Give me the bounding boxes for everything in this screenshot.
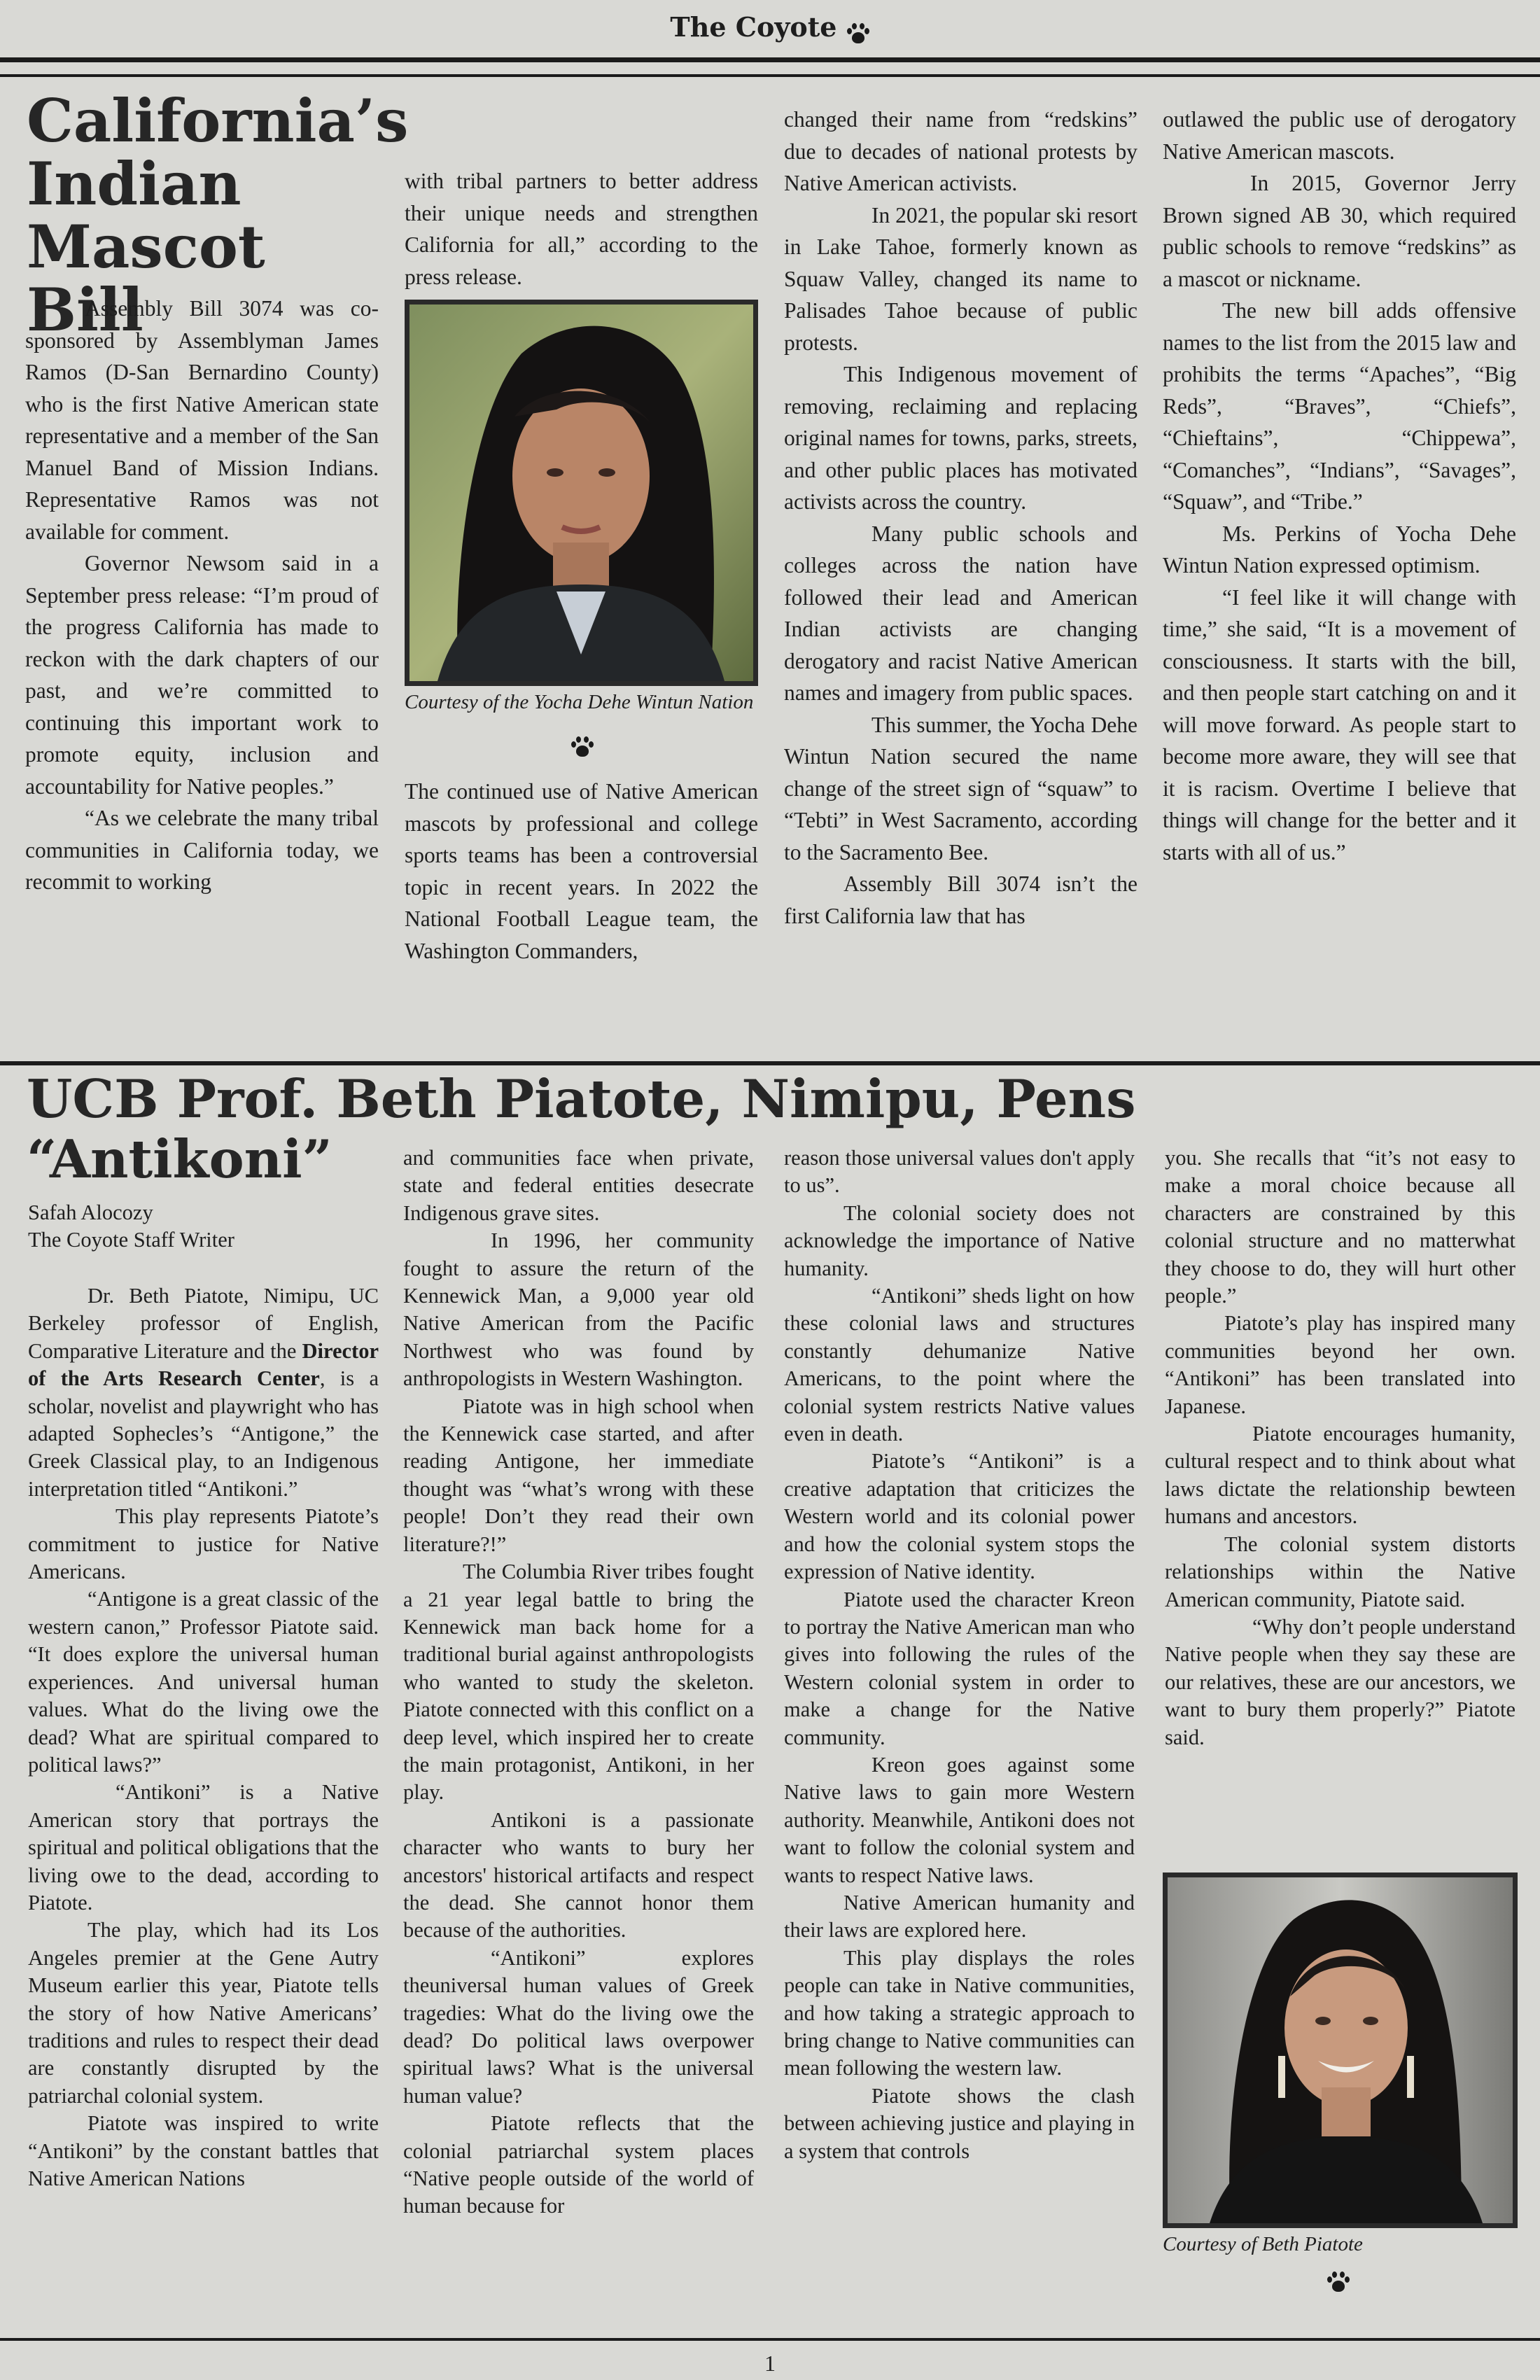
paragraph: Assembly Bill 3074 was co-sponsored by Assemblyman James Ramos (D-San Bernardino County) who is the first Native American state representative and a member of the San Manuel Band of Mission Indians. Representative Ramos was not available for comment. bbox=[25, 296, 379, 544]
paragraph: Piatote used the character Kreon to portray the Native American man who gives into following the rules of the Western colonial system in order to make a change for the Native community. bbox=[784, 1587, 1135, 1749]
paragraph: reason those universal values don't apply to us”. bbox=[784, 1146, 1135, 1198]
paragraph: with tribal partners to better address their unique needs and strengthen California for all,” according to the press release. bbox=[405, 169, 758, 289]
paragraph: Piatote was in high school when the Kennewick case started, and after reading Antigone, her immediate thought was “what’s wrong with these people! Don’t they read their own literature?!” bbox=[403, 1394, 754, 1556]
paragraph-intro bbox=[28, 1282, 379, 1503]
article2-column-3 bbox=[784, 1144, 1135, 2165]
paw-print-icon bbox=[846, 22, 870, 46]
paragraph: “Antikoni” sheds light on how these colonial laws and structures constantly dehumanize Native Americans, to the point where the colonial system restricts Native values even in death. bbox=[784, 1284, 1135, 1446]
paragraph: changed their name from “redskins” due to decades of national protests by Native American activists. bbox=[784, 107, 1138, 195]
photo-beth-piatote bbox=[1163, 1872, 1518, 2228]
paragraph: Piatote’s “Antikoni” is a creative adaptation that criticizes the Western world and its colonial power and how the colonial system stops the expression of Native identity. bbox=[784, 1449, 1135, 1584]
paragraph: Piatote reflects that the colonial patriarchal system places “Native people outside of the world of human because for bbox=[403, 2111, 754, 2218]
paragraph: The colonial system distorts relationships within the Native American community, Piatote said. bbox=[1165, 1532, 1516, 1611]
footer-rule bbox=[0, 2338, 1540, 2341]
article1-column-4 bbox=[1163, 104, 1516, 868]
paragraph: “Antikoni” is a Native American story that portrays the spiritual and political obligations that the living owe to the dead, according to Piatote. bbox=[28, 1780, 379, 1914]
article2-column-2 bbox=[403, 1144, 754, 2220]
paw-print-divider-icon bbox=[1326, 2270, 1350, 2294]
masthead-rule-top bbox=[0, 57, 1540, 62]
portrait-image bbox=[410, 304, 753, 681]
byline-author: Safah Alocozy bbox=[28, 1200, 153, 1224]
paragraph: The colonial society does not acknowledge the importance of Native humanity. bbox=[784, 1200, 1135, 1280]
article2-column-1 bbox=[28, 1282, 379, 2192]
byline-title: The Coyote Staff Writer bbox=[28, 1228, 234, 1252]
photo-caption-yocha-dehe: Courtesy of the Yocha Dehe Wintun Nation bbox=[405, 691, 754, 713]
intro-text-b: , is a scholar, novelist and playwright who has adapted Sophecles’s “Antigone,” the Greek Classical play, to an Indigenous interpretation titled “Antikoni.” bbox=[28, 1366, 379, 1501]
paragraph: The Columbia River tribes fought a 21 year legal battle to bring the Kennewick man back home for a traditional burial against anthropologists who wanted to study the skeleton. Piatote connected with this conflict on a deep level, which inspired her to create the main protagonist, Antikoni, in her play. bbox=[403, 1560, 754, 1805]
article1-column-1 bbox=[25, 293, 379, 898]
paragraph: “I feel like it will change with time,” she said, “It is a movement of consciousness. It starts with the bill, and then people start catching on and it will move forward. As people start to become more aware, they will see that it is racism. Overtime I believe that things will change for the better and it starts with all of us.” bbox=[1163, 584, 1516, 864]
paragraph: Piatote shows the clash between achieving justice and playing in a system that controls bbox=[784, 2083, 1135, 2163]
intro-bold-title: Director of the Arts Research Center bbox=[28, 1338, 379, 1391]
photo-caption-beth-piatote: Courtesy of Beth Piatote bbox=[1163, 2233, 1363, 2255]
paragraph: The new bill adds offensive names to the list from the 2015 law and prohibits the terms “Apaches”, “Big Reds”, “Braves”, “Chiefs”, “Chieftains”, “Chippewa”, “Comanches”, “Indians”, “Savages”, “Squaw”, and “Tribe.” bbox=[1163, 298, 1516, 514]
intro-text-a: Dr. Beth Piatote, Nimipu, UC Berkeley professor of English, Comparative Literature and the bbox=[28, 1284, 379, 1363]
paragraph: In 1996, her community fought to assure the return of the Kennewick Man, a 9,000 year old Native American from the Pacific Northwest who was found by anthropologists in Western Washington. bbox=[403, 1228, 754, 1391]
paragraph: The play, which had its Los Angeles premier at the Gene Autry Museum earlier this year, Piatote tells the story of how Native Americans’ traditions and rules to respect their dead are constantly disrupted by the patriarchal colonial system. bbox=[28, 1918, 379, 2108]
article1-column-2-bottom bbox=[405, 776, 758, 967]
paragraph: This summer, the Yocha Dehe Wintun Nation secured the name change of the street sign of “squaw” to “Tebti” in West Sacramento, according to the Sacramento Bee. bbox=[784, 712, 1138, 864]
article1-column-3 bbox=[784, 104, 1138, 932]
paragraph: In 2015, Governor Jerry Brown signed AB 30, which required public schools to remove “redskins” as a mascot or nickname. bbox=[1163, 171, 1516, 291]
paragraph: Antikoni is a passionate character who wants to bury her ancestors' historical artifacts and respect the dead. She cannot honor them because of the authorities. bbox=[403, 1807, 754, 1942]
paragraph: “Antigone is a great classic of the western canon,” Professor Piatote said. “It does explore the universal human experiences. And universal human values. What do the living owe the dead? What are spiritual compared to political laws?” bbox=[28, 1587, 379, 1777]
portrait-image bbox=[1168, 1877, 1513, 2223]
paragraph: This play represents Piatote’s commitment to justice for Native Americans. bbox=[28, 1504, 379, 1584]
paragraph: Governor Newsom said in a September press release: “I’m proud of the progress California has made to reckon with the dark chapters of our past, and we’re committed to continuing this important work to promote equity, inclusion and accountability for Native peoples.” bbox=[25, 551, 379, 799]
headline-antikoni: UCB Prof. Beth Piatote, Nimipu, Pens “Antikoni” bbox=[27, 1068, 1136, 1190]
page-number: 1 bbox=[764, 2351, 776, 2376]
paragraph: you. She recalls that “it’s not easy to make a moral choice because all characters are constrained by this colonial structure and no matterwhat they choose to do, they will hurt other people.” bbox=[1165, 1146, 1516, 1308]
paragraph: Ms. Perkins of Yocha Dehe Wintun Nation expressed optimism. bbox=[1163, 521, 1516, 578]
paragraph: Piatote was inspired to write “Antikoni” by the constant battles that Native American Nations bbox=[28, 2111, 379, 2190]
paragraph: “Antikoni” explores theuniversal human values of Greek tragedies: What do the living owe the dead? Do political laws overpower spiritual laws? What is the universal human value? bbox=[403, 1945, 754, 2108]
paragraph: “As we celebrate the many tribal communities in California today, we recommit to working bbox=[25, 806, 379, 894]
paragraph: This Indigenous movement of removing, reclaiming and replacing original names for towns, parks, streets, and other public places has motivated activists across the country. bbox=[784, 362, 1138, 514]
paragraph: Many public schools and colleges across the nation have followed their lead and American Indian activists are changing derogatory and racist Native American names and imagery from public spaces. bbox=[784, 521, 1138, 705]
photo-yocha-dehe-representative bbox=[405, 300, 758, 686]
article-divider-rule bbox=[0, 1061, 1540, 1065]
paragraph: In 2021, the popular ski resort in Lake Tahoe, formerly known as Squaw Valley, changed its name to Palisades Tahoe because of public protests. bbox=[784, 202, 1138, 355]
paragraph: Piatote’s play has inspired many communities beyond her own. “Antikoni” has been translated into Japanese. bbox=[1165, 1311, 1516, 1418]
paragraph: “Why don’t people understand Native people when they say these are our relatives, these are our ancestors, we want to bury them properly?” Piatote said. bbox=[1165, 1614, 1516, 1749]
masthead bbox=[0, 0, 1540, 55]
headline-mascot-bill: California’s Indian Mascot Bill bbox=[27, 86, 409, 344]
paragraph: and communities face when private, state and federal entities desecrate Indigenous grave sites. bbox=[403, 1146, 754, 1225]
masthead-rule-bottom bbox=[0, 74, 1540, 77]
paragraph: The continued use of Native American mascots by professional and college sports teams has been a controversial topic in recent years. In 2022 the National Football League team, the Washington Commanders, bbox=[405, 779, 758, 963]
byline bbox=[28, 1199, 382, 1254]
paragraph: Kreon goes against some Native laws to gain more Western authority. Meanwhile, Antikoni does not want to follow the colonial system and wants to respect Native laws. bbox=[784, 1752, 1135, 1887]
paw-print-divider-icon bbox=[570, 735, 594, 759]
masthead-title: The Coyote bbox=[670, 11, 837, 43]
paragraph: Assembly Bill 3074 isn’t the first California law that has bbox=[784, 872, 1138, 928]
article1-column-2-top bbox=[405, 165, 758, 293]
article2-column-4 bbox=[1165, 1144, 1516, 1751]
paragraph: This play displays the roles people can take in Native communities, and how taking a strategic approach to bring change to Native communities can mean following the western law. bbox=[784, 1945, 1135, 2080]
paragraph: outlawed the public use of derogatory Native American mascots. bbox=[1163, 107, 1516, 164]
paragraph: Piatote encourages humanity, cultural respect and to think about what laws dictate the relationship bewteen humans and ancestors. bbox=[1165, 1422, 1516, 1529]
paragraph: Native American humanity and their laws are explored here. bbox=[784, 1890, 1135, 1942]
